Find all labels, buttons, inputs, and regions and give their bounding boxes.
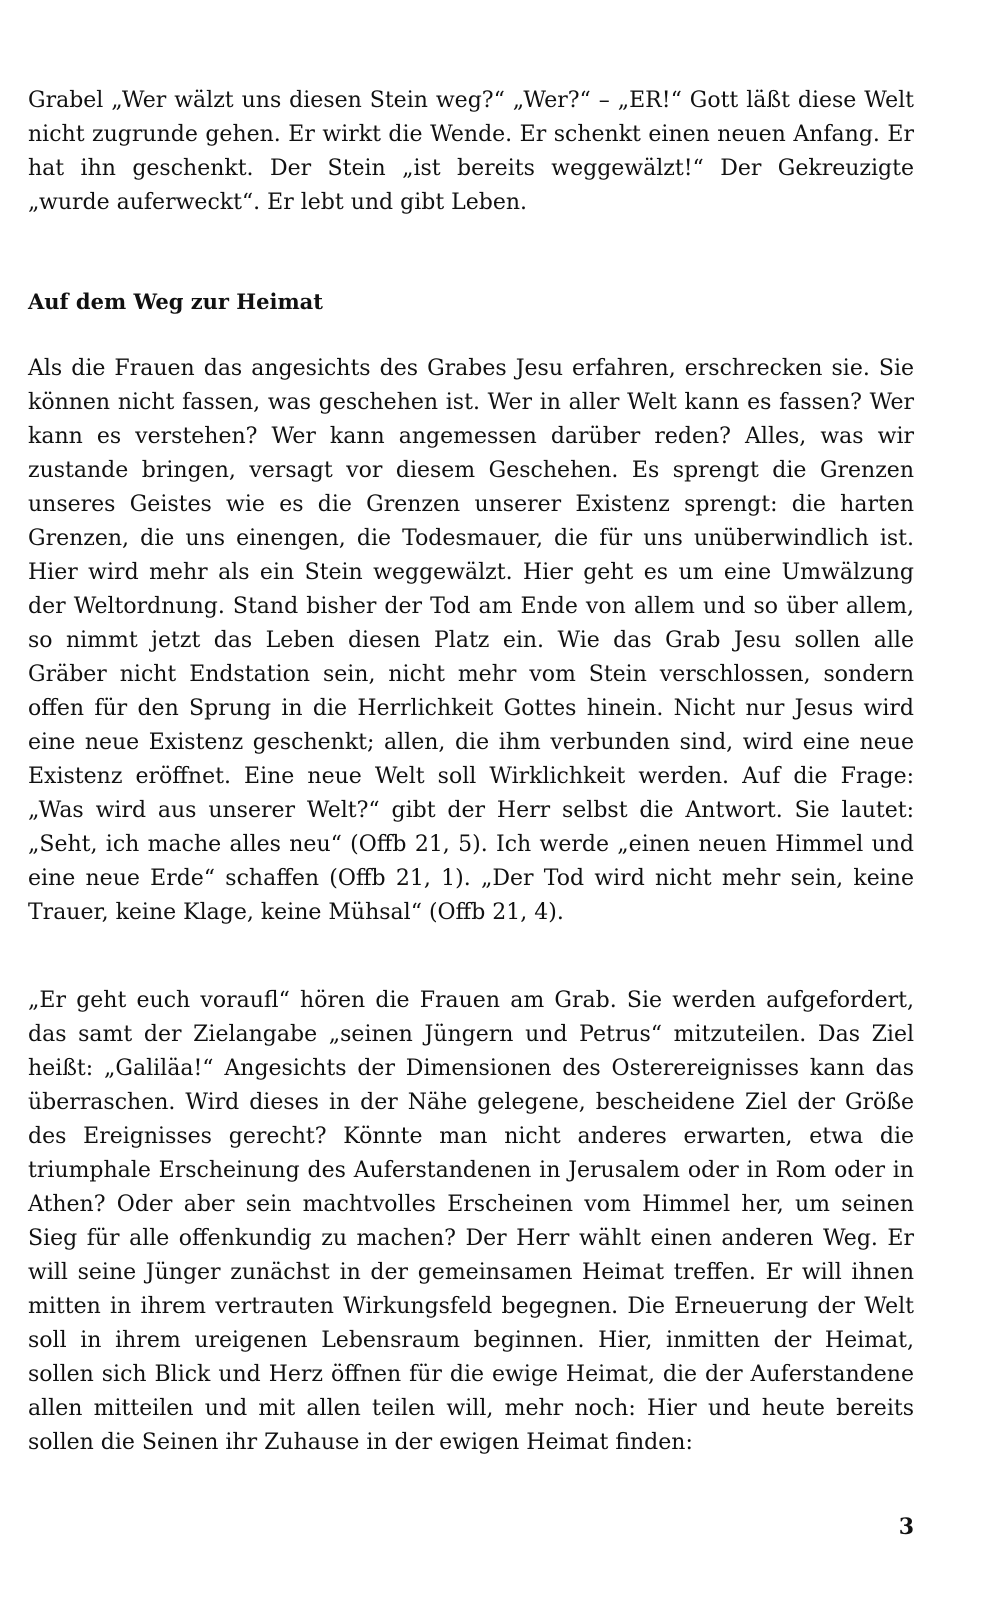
page-number: 3 [898,1514,914,1540]
paragraph-women-at-grave: Als die Frauen das angesichts des Grabes Jesu erfahren, erschrecken sie. Sie können nicht fassen, was geschehen ist. Wer in aller Welt kann es fassen? Wer kann es verstehen? Wer kann angemessen darüber reden? Alles, was wir zustande bringen, versagt vor diesem Geschehen. Es sprengt die Grenzen unseres Geistes wie es die Grenzen unserer Existenz sprengt: die harten Grenzen, die uns einengen, die Todesmauer, die für uns unüberwindlich ist. Hier wird mehr als ein Stein weggewälzt. Hier geht es um eine Umwälzung der Weltordnung. Stand bisher der Tod am Ende von allem und so über allem, so nimmt jetzt das Leben diesen Platz ein. Wie das Grab Jesu sollen alle Gräber nicht Endstation sein, nicht mehr vom Stein verschlossen, sondern offen für den Sprung in die Herrlichkeit Gottes hinein. Nicht nur Jesus wird eine neue Existenz geschenkt; allen, die ihm verbunden sind, wird eine neue Existenz eröffnet. Eine neue Welt soll Wirklichkeit werden. Auf die Frage: „Was wird aus unserer Welt?“ gibt der Herr selbst die Antwort. Sie lautet: „Seht, ich mache alles neu“ (Offb 21, 5). Ich werde „einen neuen Himmel und eine neue Erde“ schaffen (Offb 21, 1). „Der Tod wird nicht mehr sein, keine Trauer, keine Klage, keine Mühsal“ (Offb 21, 4). [28,356,914,925]
paragraph-intro: Grabel „Wer wälzt uns diesen Stein weg?“ „Wer?“ – „ER!“ Gott läßt diese Welt nicht zugrunde gehen. Er wirkt die Wende. Er schenkt einen neuen Anfang. Er hat ihn geschenkt. Der Stein „ist bereits weggewälzt!“ Der Gekreuzigte „wurde auferweckt“. Er lebt und gibt Leben. [28,88,914,215]
paragraph-galilee: „Er geht euch voraufl“ hören die Frauen am Grab. Sie werden aufgefordert, das samt der Zielangabe „seinen Jüngern und Petrus“ mitzuteilen. Das Ziel heißt: „Galiläa!“ Angesichts der Dimensionen des Osterereignisses kann das überraschen. Wird dieses in der Nähe gelegene, bescheidene Ziel der Größe des Ereignisses gerecht? Könnte man nicht anderes erwarten, etwa die triumphale Erscheinung des Auferstandenen in Jerusalem oder in Rom oder in Athen? Oder aber sein machtvolles Erscheinen vom Himmel her, um seinen Sieg für alle offenkundig zu machen? Der Herr wählt einen anderen Weg. Er will seine Jünger zunächst in der gemeinsamen Heimat treffen. Er will ihnen mitten in ihrem vertrauten Wirkungsfeld begegnen. Die Erneuerung der Welt soll in ihrem ureigenen Lebensraum beginnen. Hier, inmitten der Heimat, sollen sich Blick und Herz öffnen für die ewige Heimat, die der Auferstandene allen mitteilen und mit allen teilen will, mehr noch: Hier und heute bereits sollen die Seinen ihr Zuhause in der ewigen Heimat finden: [28,988,914,1455]
section-heading: Auf dem Weg zur Heimat [28,289,323,314]
